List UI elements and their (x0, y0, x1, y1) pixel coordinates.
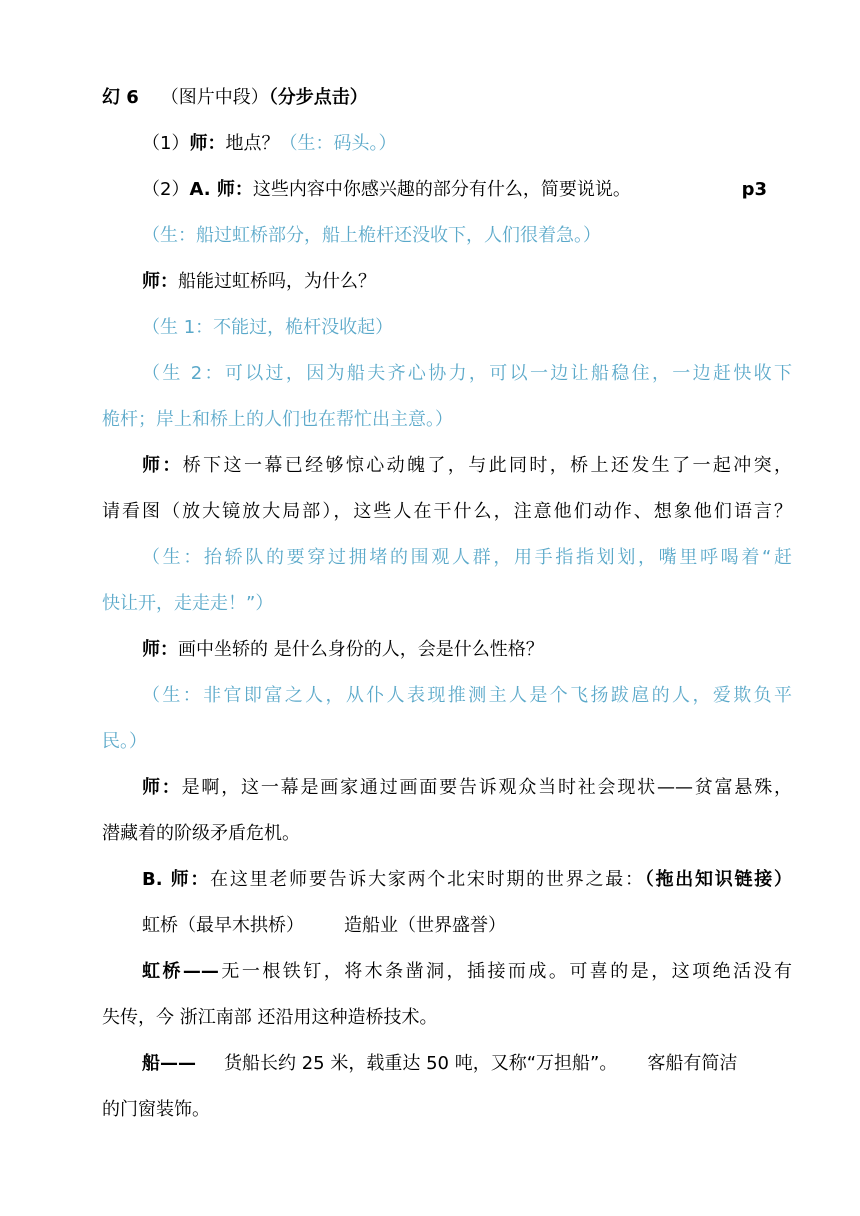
slide-step-note: （分步点击） (268, 87, 368, 108)
teacher-text: 船能过虹桥吗，为什么？ (178, 271, 376, 292)
student-answer: （生：抬轿队的要穿过拥堵的围观人群，用手指指划划，嘴里呼喝着“赶 (142, 547, 792, 568)
student-answer-continued: 快让开，走走走！”） (102, 593, 274, 614)
student-answer-continued: 桅杆；岸上和桥上的人们也在帮忙出主意。） (102, 409, 453, 430)
bridge-description-continued: 失传，今 浙江南部 还沿用这种造桥技术。 (102, 1007, 438, 1028)
teacher-text: 是啊，这一幕是画家通过画面要告诉观众当时社会现状——贫富悬殊， (181, 777, 793, 798)
teacher-question (142, 638, 792, 662)
question-number: （2） (142, 179, 190, 200)
student-answer: （生 2：可以过，因为船夫齐心协力，可以一边让船稳住，一边赶快收下 (142, 363, 792, 384)
teacher-question (142, 270, 792, 294)
teacher-label: 师： (142, 639, 178, 660)
ship-text: 客船有简洁 (647, 1053, 738, 1074)
teacher-label: 师： (142, 777, 182, 798)
section-b-label: B. 师： (142, 869, 211, 890)
teacher-label: 师： (189, 133, 226, 154)
knowledge-intro (142, 868, 792, 892)
world-first-bridge: 虹桥（最早木拱桥） (142, 915, 304, 936)
knowledge-link-note: （拖出知识链接） (644, 869, 793, 890)
teacher-text: 这些内容中你感兴趣的部分有什么，简要说说。 (252, 179, 631, 200)
student-answer-continued: 民。） (102, 731, 147, 752)
teacher-label: 师： (142, 271, 178, 292)
bridge-heading: 虹桥—— (142, 961, 219, 982)
teacher-label: A. 师： (189, 179, 253, 200)
teacher-text: 地点？ (225, 133, 280, 154)
ship-heading: 船—— (142, 1053, 196, 1074)
slide-heading (102, 86, 792, 110)
slide-number: 幻 6 (102, 87, 139, 108)
ship-text: 货船长约 25 米，载重达 50 吨，又称“万担船”。 (224, 1053, 618, 1074)
bridge-description (142, 960, 792, 984)
question-2 (142, 178, 767, 202)
student-answer: （生：码头。） (279, 133, 397, 154)
world-first-shipbuilding: 造船业（世界盛誉） (344, 915, 506, 936)
teacher-text: 在这里老师要告诉大家两个北宋时期的世界之最： (210, 869, 645, 890)
ship-description-continued: 的门窗装饰。 (102, 1099, 210, 1120)
student-answer: （生：船过虹桥部分，船上桅杆还没收下，人们很着急。） (142, 225, 601, 246)
teacher-statement-continued: 潜藏着的阶级矛盾危机。 (102, 823, 300, 844)
teacher-question (142, 454, 792, 478)
teacher-question-continued: 请看图（放大镜放大局部），这些人在干什么，注意他们动作、想象他们语言？ (102, 501, 792, 522)
teacher-statement (142, 776, 792, 800)
student-answer: （生：非官即富之人，从仆人表现推测主人是个飞扬跋扈的人，爱欺负平 (142, 685, 792, 706)
question-number: （1） (142, 133, 190, 154)
teacher-label: 师： (142, 455, 183, 476)
bridge-text: 无一根铁钉，将木条凿洞，插接而成。可喜的是，这项绝活没有 (218, 961, 793, 982)
ship-description (142, 1052, 792, 1076)
teacher-text: 桥下这一幕已经够惊心动魄了，与此同时，桥上还发生了一起冲突， (182, 455, 793, 476)
slide-position-note: （图片中段） (160, 87, 269, 108)
student-answer: （生 1：不能过，桅杆没收起） (142, 317, 394, 338)
teacher-text: 画中坐轿的 是什么身份的人，会是什么性格？ (178, 639, 544, 660)
question-1 (142, 132, 792, 156)
page-reference: p3 (741, 179, 767, 200)
world-firsts-list (142, 914, 792, 938)
